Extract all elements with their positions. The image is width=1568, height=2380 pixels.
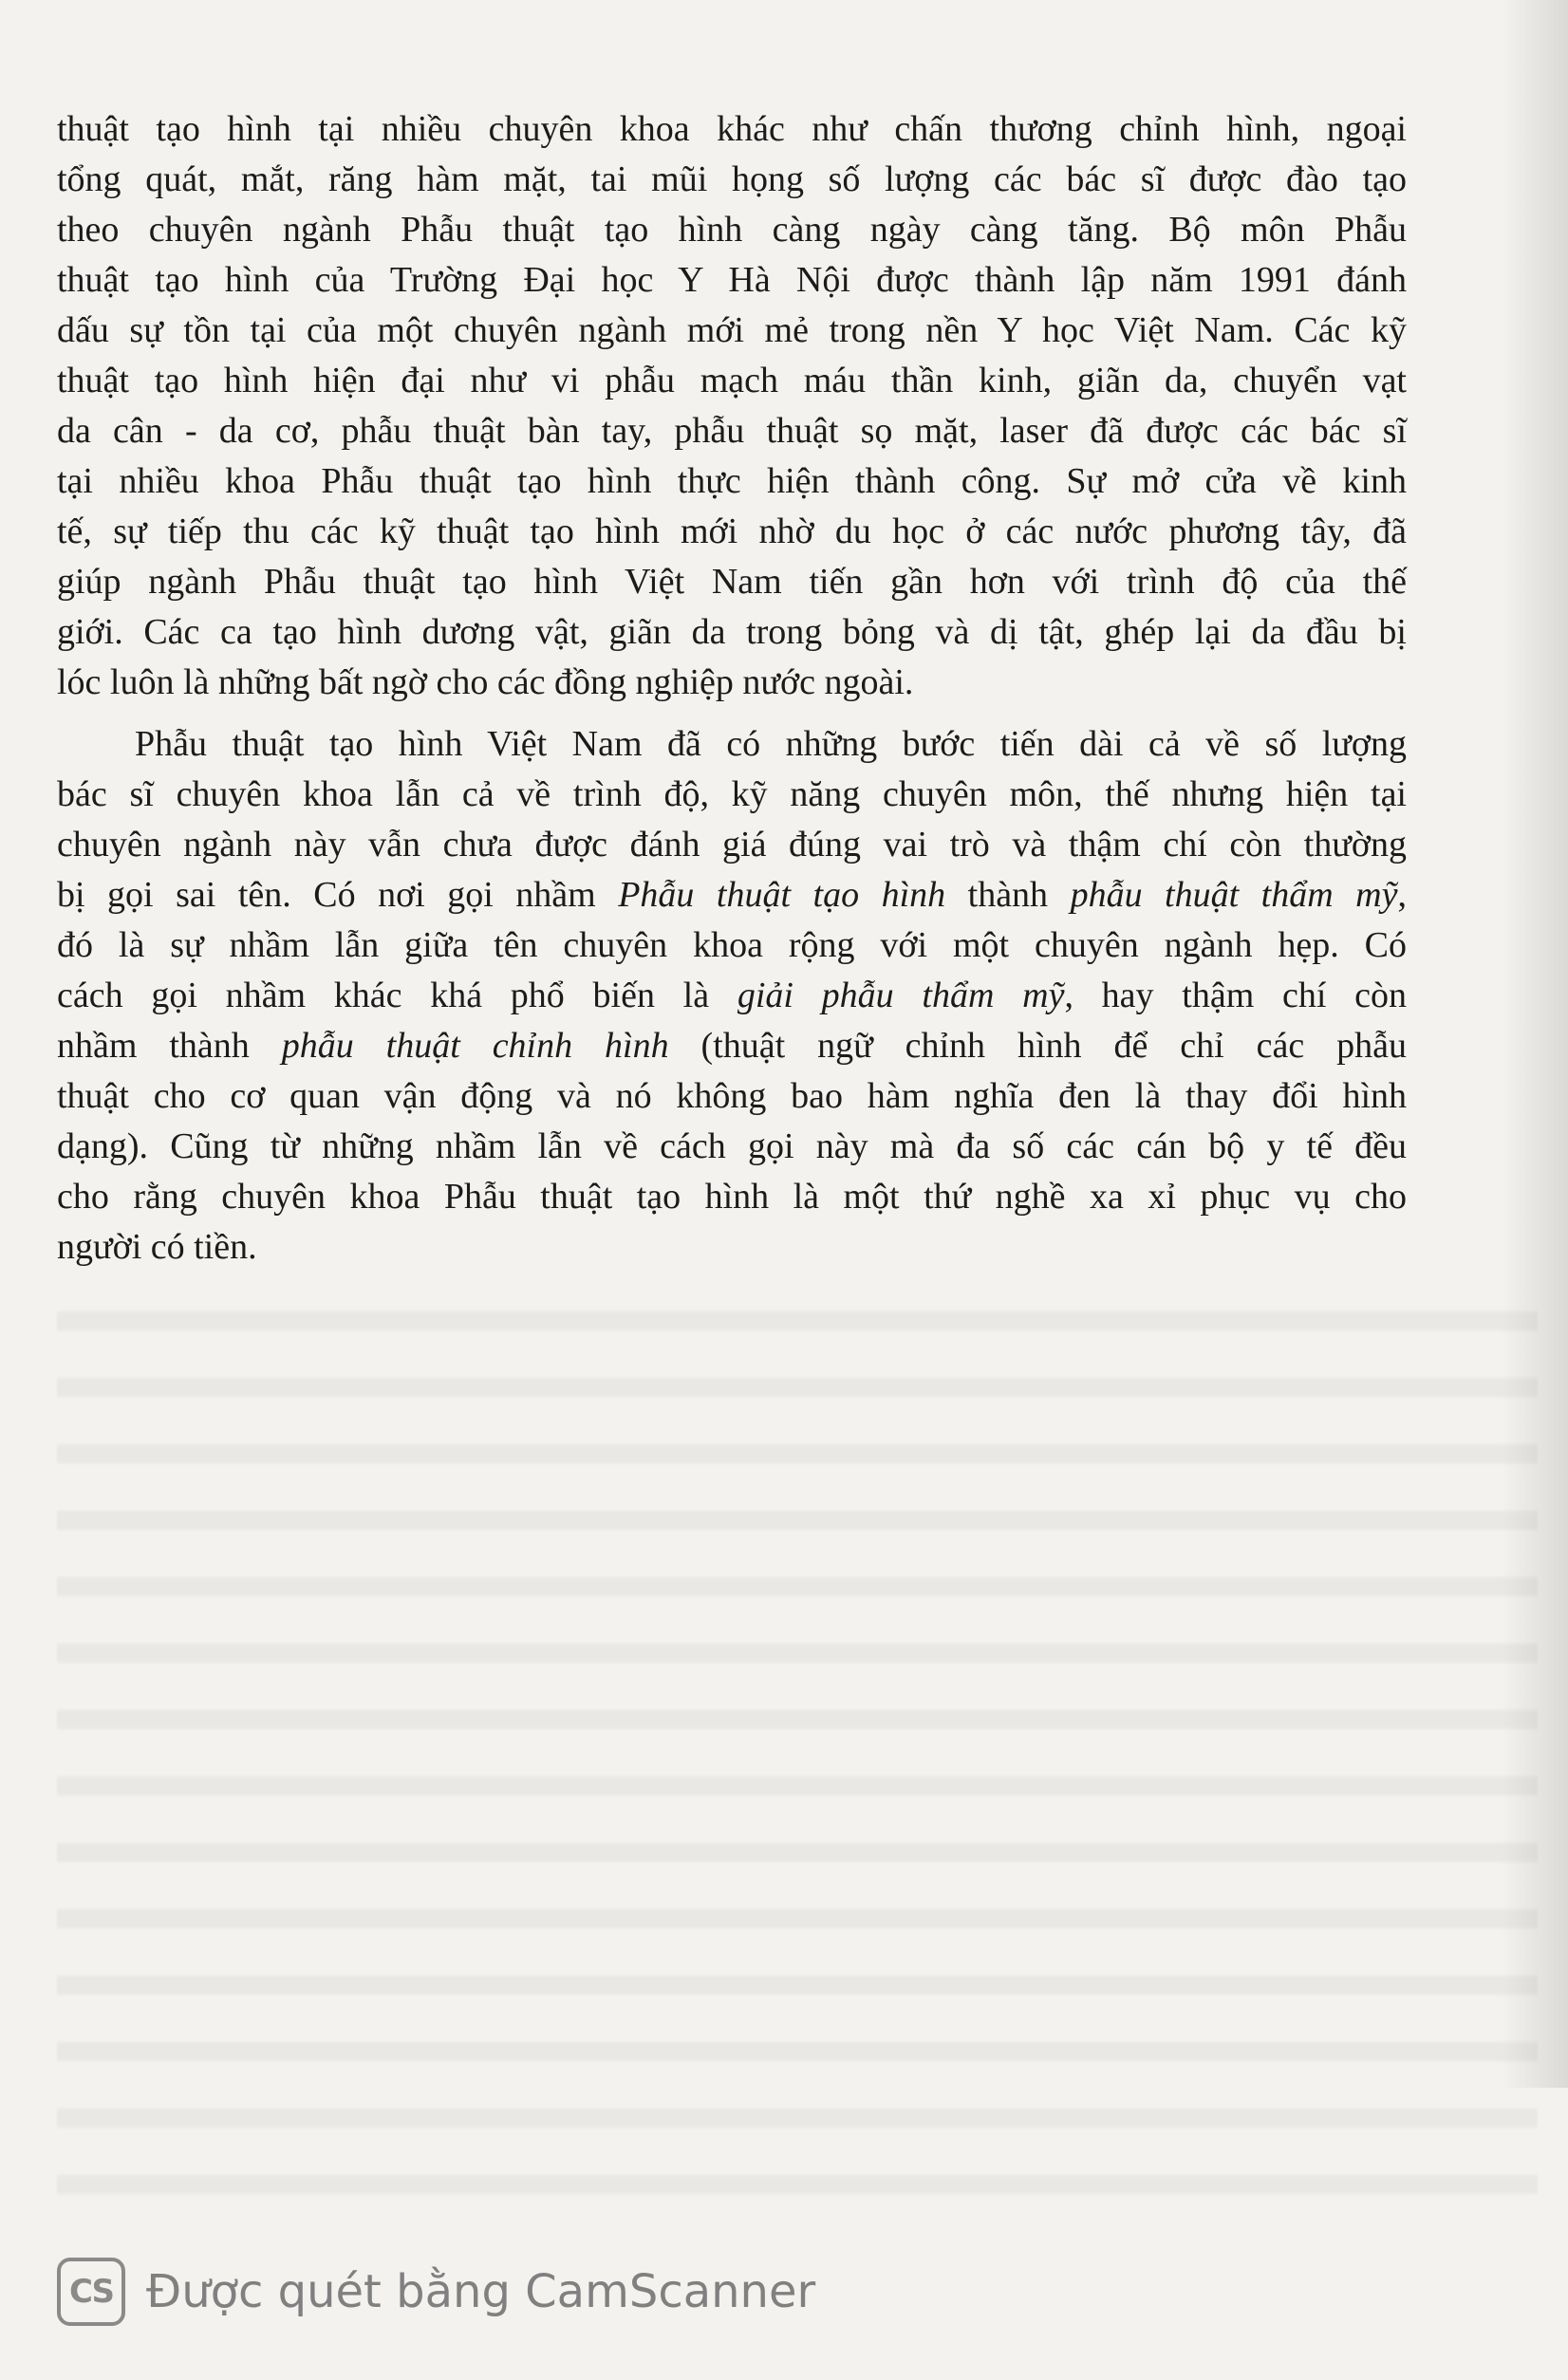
text-run: ,: [1397, 875, 1407, 915]
text-line: dạng). Cũng từ những nhầm lẫn về cách gọi này mà đa số các cán bộ y tế đều: [57, 1126, 1407, 1166]
text-line: lóc luôn là những bất ngờ cho các đồng nghiệp nước ngoài.: [57, 662, 914, 702]
text-run: nhầm thành: [57, 1026, 282, 1066]
camscanner-logo-icon: CS: [57, 2258, 125, 2326]
italic-term: Phẫu thuật tạo hình: [618, 875, 946, 915]
text-run: (thuật ngữ chỉnh hình để chỉ các phẫu: [668, 1026, 1408, 1066]
text-line: thuật cho cơ quan vận động và nó không bao hàm nghĩa đen là thay đổi hình: [57, 1076, 1407, 1116]
text-line: da cân - da cơ, phẫu thuật bàn tay, phẫu thuật sọ mặt, laser đã được các bác sĩ: [57, 411, 1407, 451]
text-line: bác sĩ chuyên khoa lẫn cả về trình độ, kỹ năng chuyên môn, thế nhưng hiện tại: [57, 774, 1407, 814]
text-line: người có tiền.: [57, 1227, 257, 1267]
text-line: Phẫu thuật tạo hình Việt Nam đã có những bước tiến dài cả về số lượng: [135, 724, 1407, 764]
text-line: [57, 971, 1407, 1021]
text-line: [57, 870, 1407, 920]
text-run: thành: [945, 875, 1071, 915]
text-line: theo chuyên ngành Phẫu thuật tạo hình càng ngày càng tăng. Bộ môn Phẫu: [57, 210, 1407, 250]
camscanner-watermark: [57, 2254, 815, 2330]
text-line: đó là sự nhầm lẫn giữa tên chuyên khoa rộng với một chuyên ngành hẹp. Có: [57, 925, 1407, 965]
text-line: thuật tạo hình hiện đại như vi phẫu mạch máu thần kinh, giãn da, chuyển vạt: [57, 361, 1407, 400]
text-line: chuyên ngành này vẫn chưa được đánh giá đúng vai trò và thậm chí còn thường: [57, 825, 1407, 865]
watermark-text: Được quét bằng CamScanner: [146, 2265, 816, 2318]
bleed-through-shadow: [57, 1272, 1538, 2221]
italic-term: phẫu thuật thẩm mỹ: [1070, 875, 1398, 915]
text-run: cách gọi nhầm khác khá phổ biến là: [57, 976, 737, 1015]
text-line: thuật tạo hình tại nhiều chuyên khoa khác như chấn thương chỉnh hình, ngoại: [57, 109, 1407, 149]
italic-term: giải phẫu thẩm mỹ: [737, 976, 1065, 1015]
text-run: bị gọi sai tên. Có nơi gọi nhầm: [57, 875, 619, 915]
body-text: [57, 104, 1407, 1273]
text-line: tại nhiều khoa Phẫu thuật tạo hình thực hiện thành công. Sự mở cửa về kinh: [57, 461, 1407, 501]
text-run: , hay thậm chí còn: [1064, 976, 1407, 1015]
text-line: [57, 1021, 1407, 1071]
italic-term: phẫu thuật chỉnh hình: [281, 1026, 669, 1066]
text-line: dấu sự tồn tại của một chuyên ngành mới mẻ trong nền Y học Việt Nam. Các kỹ: [57, 310, 1407, 350]
text-line: giới. Các ca tạo hình dương vật, giãn da trong bỏng và dị tật, ghép lại da đầu bị: [57, 612, 1407, 652]
text-line: tế, sự tiếp thu các kỹ thuật tạo hình mới nhờ du học ở các nước phương tây, đã: [57, 511, 1407, 551]
paragraph-1: [57, 104, 1407, 708]
page-edge-shadow: [1502, 0, 1568, 2088]
paragraph-2: [57, 719, 1407, 1273]
text-line: cho rằng chuyên khoa Phẫu thuật tạo hình là một thứ nghề xa xỉ phục vụ cho: [57, 1177, 1407, 1217]
text-line: giúp ngành Phẫu thuật tạo hình Việt Nam tiến gần hơn với trình độ của thế: [57, 562, 1407, 602]
text-line: tổng quát, mắt, răng hàm mặt, tai mũi họng số lượng các bác sĩ được đào tạo: [57, 159, 1407, 199]
text-line: thuật tạo hình của Trường Đại học Y Hà Nội được thành lập năm 1991 đánh: [57, 260, 1407, 300]
